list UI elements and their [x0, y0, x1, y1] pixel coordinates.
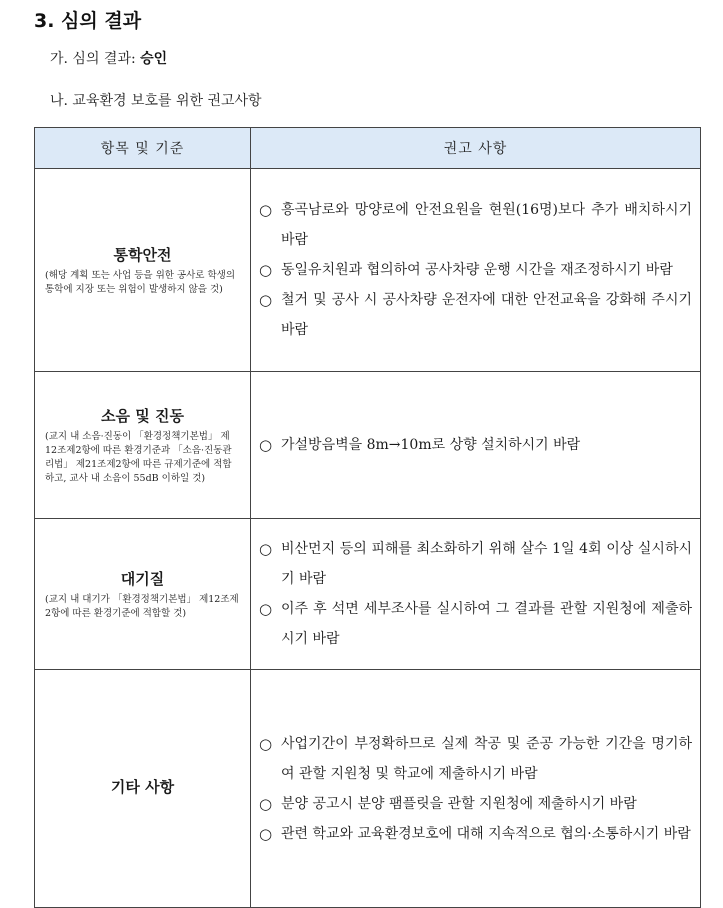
circle-bullet-icon: ○: [259, 734, 273, 753]
recommendation-cell: [251, 670, 701, 908]
table-row-other-matters: [35, 670, 701, 908]
circle-bullet-icon: ○: [259, 436, 273, 454]
recommendation-item: ○ 이주 후 석면 세부조사를 실시하여 그 결과를 관할 지원청에 제출하시기 바람: [259, 594, 692, 654]
criteria-cell: [35, 372, 251, 519]
recommendation-cell: [251, 372, 701, 519]
criteria-cell: [35, 169, 251, 372]
review-result-label: 가. 심의 결과:: [50, 51, 141, 67]
circle-bullet-icon: ○: [259, 261, 273, 279]
circle-bullet-icon: ○: [259, 201, 273, 219]
criteria-title: 대기질: [120, 569, 165, 588]
criteria-note: (해당 계획 또는 사업 등을 위한 공사로 학생의 통학에 지장 또는 위험이 발생하지 않을 것): [45, 269, 236, 295]
circle-bullet-icon: ○: [259, 540, 273, 558]
circle-bullet-icon: ○: [259, 824, 273, 843]
table-row-commute-safety: [35, 169, 701, 372]
table-row-noise-vibration: [35, 372, 701, 519]
recommendation-item: ○ 비산먼지 등의 피해를 최소화하기 위해 살수 1일 4회 이상 실시하시기 바람: [259, 534, 692, 594]
recommendation-item: ○ 관련 학교와 교육환경보호에 대해 지속적으로 협의·소통하시기 바람: [259, 819, 692, 849]
recommendation-item: ○ 분양 공고시 분양 팸플릿을 관할 지원청에 제출하시기 바람: [259, 789, 692, 819]
criteria-note: (교지 내 소음·진동이 「환경정책기본법」 제12조제2항에 따른 환경기준과 「소음·진동관리법」 제21조제2항에 따른 규제기준에 적합하고, 교사 내 소음이 55dB 이하일 것): [45, 430, 232, 484]
recommendation-cell: [251, 169, 701, 372]
review-result-line: [50, 48, 167, 68]
column-header-recommendations: 권고 사항: [251, 128, 701, 169]
recommendation-item: ○ 흥곡남로와 망양로에 안전요원을 현원(16명)보다 추가 배치하시기 바람: [259, 195, 692, 255]
recommendations-table: [34, 127, 701, 908]
criteria-title: 소음 및 진동: [101, 406, 184, 425]
circle-bullet-icon: ○: [259, 794, 273, 813]
criteria-cell: [35, 519, 251, 670]
recommendation-item: ○ 철거 및 공사 시 공사차량 운전자에 대한 안전교육을 강화해 주시기 바람: [259, 285, 692, 345]
criteria-title: 통학안전: [113, 245, 172, 264]
table-row-air-quality: [35, 519, 701, 670]
section-title: 3. 심의 결과: [34, 10, 142, 32]
review-result-value: 승인: [140, 51, 168, 67]
recommendation-item: ○ 사업기간이 부정확하므로 실제 착공 및 준공 가능한 기간을 명기하여 관할 지원청 및 학교에 제출하시기 바람: [259, 729, 692, 789]
recommendation-item: ○ 가설방음벽을 8m→10m로 상향 설치하시기 바람: [259, 430, 692, 460]
circle-bullet-icon: ○: [259, 600, 273, 618]
column-header-criteria: 항목 및 기준: [35, 128, 251, 169]
table-header-row: [35, 128, 701, 169]
recommendation-cell: [251, 519, 701, 670]
criteria-note: (교지 내 대기가 「환경정책기본법」 제12조제2항에 따른 환경기준에 적합할 것): [45, 593, 239, 619]
circle-bullet-icon: ○: [259, 291, 273, 309]
recommendation-item: ○ 동일유치원과 협의하여 공사차량 운행 시간을 재조정하시기 바람: [259, 255, 692, 285]
criteria-cell: [35, 670, 251, 908]
recommendations-heading: 나. 교육환경 보호를 위한 권고사항: [50, 93, 262, 109]
criteria-title: 기타 사항: [110, 778, 175, 796]
